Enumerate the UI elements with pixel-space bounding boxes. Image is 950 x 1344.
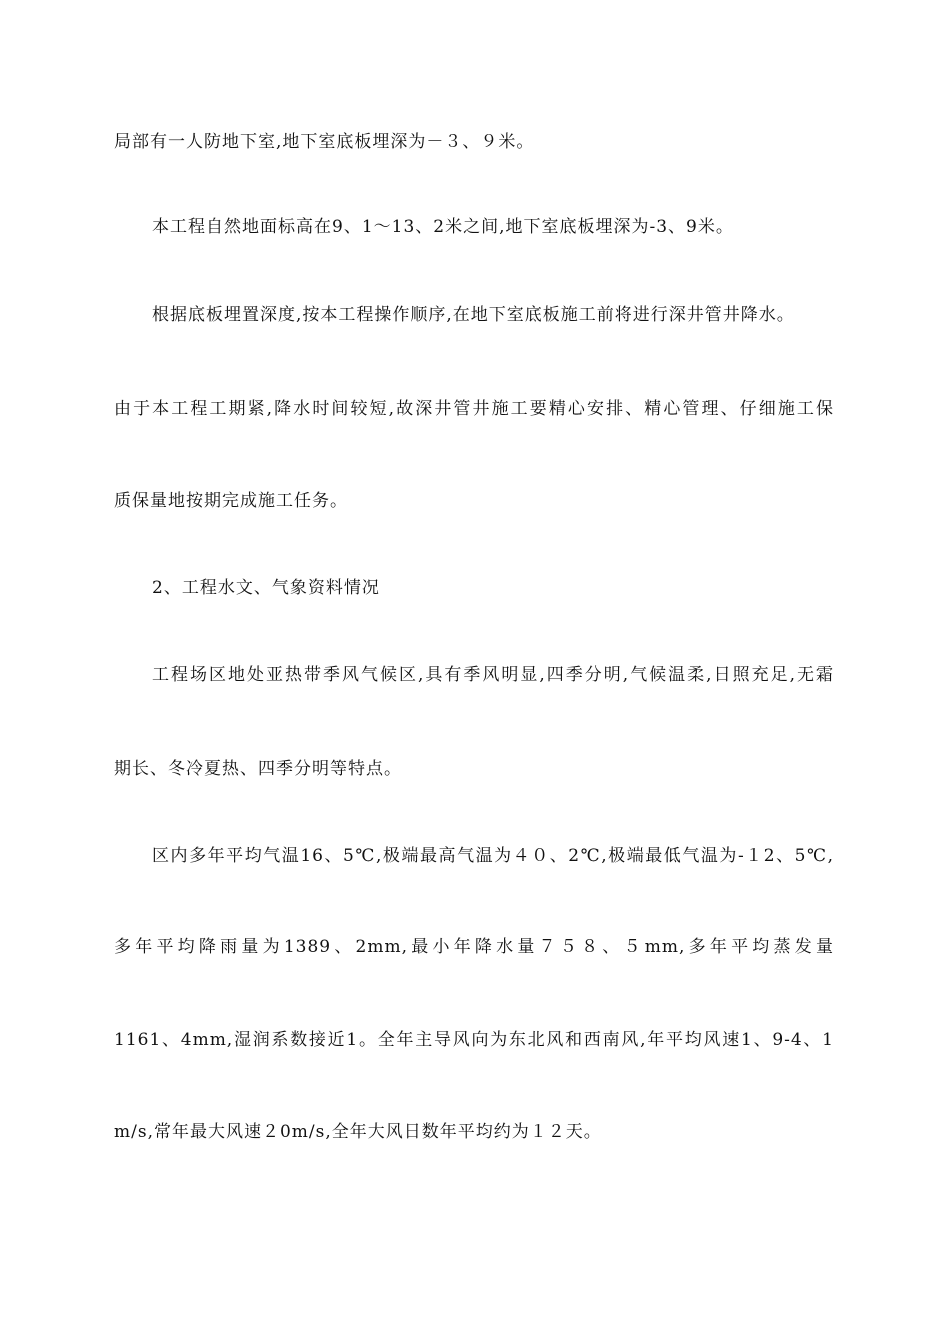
- text-line: 局部有一人防地下室,地下室底板埋深为－３、９米。: [114, 132, 535, 152]
- text-line: 多年平均降雨量为1389、2mm,最小年降水量７５８、５mm,多年平均蒸发量: [114, 937, 834, 957]
- text-line: 1161、4mm,湿润系数接近1。全年主导风向为东北风和西南风,年平均风速1、9-4、1: [114, 1030, 834, 1050]
- section-heading: 2、工程水文、气象资料情况: [152, 578, 380, 598]
- text-line: 由于本工程工期紧,降水时间较短,故深井管井施工要精心安排、精心管理、仔细施工保: [114, 399, 834, 419]
- text-line: 工程场区地处亚热带季风气候区,具有季风明显,四季分明,气候温柔,日照充足,无霜: [152, 665, 834, 685]
- text-line: 根据底板埋置深度,按本工程操作顺序,在地下室底板施工前将进行深井管井降水。: [152, 305, 795, 325]
- text-line: 质保量地按期完成施工任务。: [114, 491, 348, 511]
- text-line: 区内多年平均气温16、5℃,极端最高气温为４０、2℃,极端最低气温为-１2、5℃,: [152, 846, 834, 866]
- text-line: m/s,常年最大风速２0m/s,全年大风日数年平均约为１２天。: [114, 1122, 602, 1142]
- text-line: 本工程自然地面标高在9、1～13、2米之间,地下室底板埋深为-3、9米。: [152, 217, 734, 237]
- text-line: 期长、冬冷夏热、四季分明等特点。: [114, 759, 402, 779]
